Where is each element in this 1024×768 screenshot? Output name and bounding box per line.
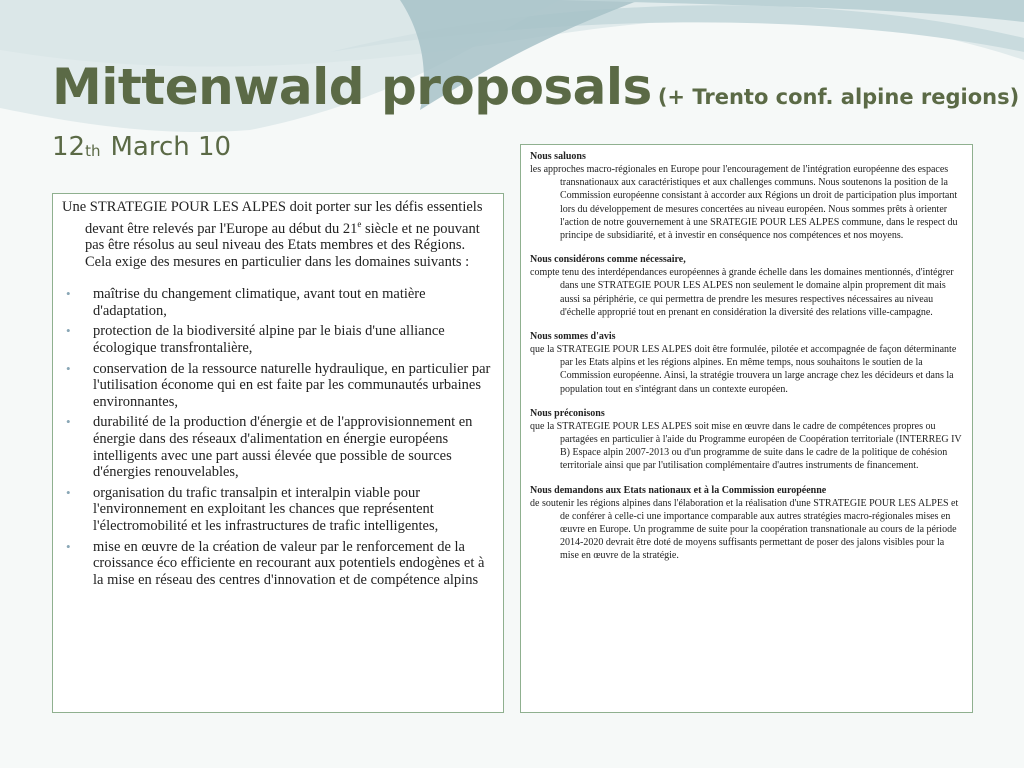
list-item: • conservation de la ressource naturelle hydraulique, en particulier par l'utilisation économe qui en est faite par les communautés urbaines environnantes, bbox=[62, 361, 494, 411]
intro-sup: e bbox=[357, 218, 362, 229]
left-content-box bbox=[52, 193, 504, 713]
intro-before: Une STRATEGIE POUR LES ALPES doit porter sur les défis essentiels devant être relevés par l'Europe au début du 21 bbox=[62, 199, 483, 237]
section-text: compte tenu des interdépendances européennes à grande échelle dans les domaines mentionnés, d'intégrer dans une STRATEGIE POUR LES ALPES non seulement le domaine alpin proprement dit mais aussi sa périphérie, ce qui permettra de prendre les mesures respectives nécessaires au niveau d'échelle approprié tout en prenant en considération la diversité des relations ville-campagne. bbox=[530, 267, 954, 318]
list-item: • durabilité de la production d'énergie et de l'approvisionnement en énergie dans des réseaux d'alimentation en énergie européens intelligents avec une part aussi élevée que possible de sources d'énergies renouvelables, bbox=[62, 414, 494, 480]
title-main: Mittenwald proposals bbox=[52, 58, 652, 116]
section-demandons bbox=[530, 484, 964, 563]
intro-paragraph bbox=[62, 199, 494, 270]
list-item: • protection de la biodiversité alpine par le biais d'une alliance écologique transfrontalière, bbox=[62, 323, 494, 356]
section-preconisons bbox=[530, 407, 964, 473]
section-considerons bbox=[530, 253, 964, 319]
slide-title bbox=[52, 58, 1019, 116]
section-heading: Nous considérons comme nécessaire, bbox=[530, 254, 686, 266]
intro-after: siècle et ne pouvant pas être résolus au seul niveau des Etats membres et des Régions. Cela exige des mesures en particulier dans les domaines suivants : bbox=[85, 220, 480, 270]
section-heading: Nous demandons aux Etats nationaux et à la Commission européenne bbox=[530, 484, 827, 496]
list-item: • maîtrise du changement climatique, avant tout en matière d'adaptation, bbox=[62, 286, 494, 319]
section-heading: Nous préconisons bbox=[530, 407, 605, 419]
date-rest: March 10 bbox=[110, 132, 232, 162]
title-subtitle: (+ Trento conf. alpine regions) bbox=[657, 85, 1020, 109]
section-avis bbox=[530, 330, 964, 396]
section-text: de soutenir les régions alpines dans l'élaboration et la réalisation d'une STRATEGIE POUR LES ALPES et de conférer à celle-ci une importance comparable aux autres stratégies macro-régionales mises en œuvre en Europe. Un programme de suite pour la coopération transnationale au cours de la période 2014-2020 devrait être doté de moyens suffisants permettant de poser des jalons visibles pour la mise en œuvre de la stratégie. bbox=[530, 497, 959, 562]
right-content-box bbox=[520, 144, 973, 713]
section-text: que la STRATEGIE POUR LES ALPES doit être formulée, pilotée et accompagnée de façon déterminante par les Etats alpins et les régions alpines. En même temps, nous souhaitons le soutien de la Commission européenne. Ainsi, la stratégie trouvera un large ancrage chez les décideurs et dans la population tout en s'intégrant dans un contexte européen. bbox=[530, 344, 957, 395]
list-item: • mise en œuvre de la création de valeur par le renforcement de la croissance éco efficiente en recourant aux potentiels endogènes et à la mise en réseau des centres d'innovation et de compétence alpins bbox=[62, 539, 494, 589]
section-saluons bbox=[530, 150, 964, 242]
section-text: les approches macro-régionales en Europe pour l'encouragement de l'intégration européenne des espaces transnationaux aux caractéristiques et aux challenges communs. Nous soutenons la position de la Commission européenne consistant à accorder aux Régions un droit de participation plus important lors du développement de mesures concertées au niveau européen. Nous sommes prêts à orienter l'action de notre gouvernement à une SRATEGIE POUR LES ALPES commune, dans le respect du principe de subsidiarité, et à investir en conséquence nos compétences et nos moyens. bbox=[530, 164, 958, 242]
section-heading: Nous sommes d'avis bbox=[530, 331, 616, 343]
section-heading: Nous saluons bbox=[530, 151, 586, 162]
slide-date bbox=[52, 132, 231, 162]
list-item: • organisation du trafic transalpin et interalpin viable pour l'environnement en exploitant les chances que représentent l'électromobilité et les infrastructures de trafic intelligentes, bbox=[62, 485, 494, 535]
date-day: 12 bbox=[52, 132, 86, 162]
date-suffix: th bbox=[85, 142, 101, 160]
section-text: que la STRATEGIE POUR LES ALPES soit mise en œuvre dans le cadre de compétences propres ou partagées en particulier à l'aide du Programme européen de Coopération territoriale (INTERREG IV B) Espace alpin 2007-2013 ou d'un programme de suite dans le cadre de la politique de cohésion territoriale ainsi que par l'utilisation complémentaire d'autres instruments de financement. bbox=[530, 420, 962, 472]
measures-list bbox=[62, 286, 494, 588]
